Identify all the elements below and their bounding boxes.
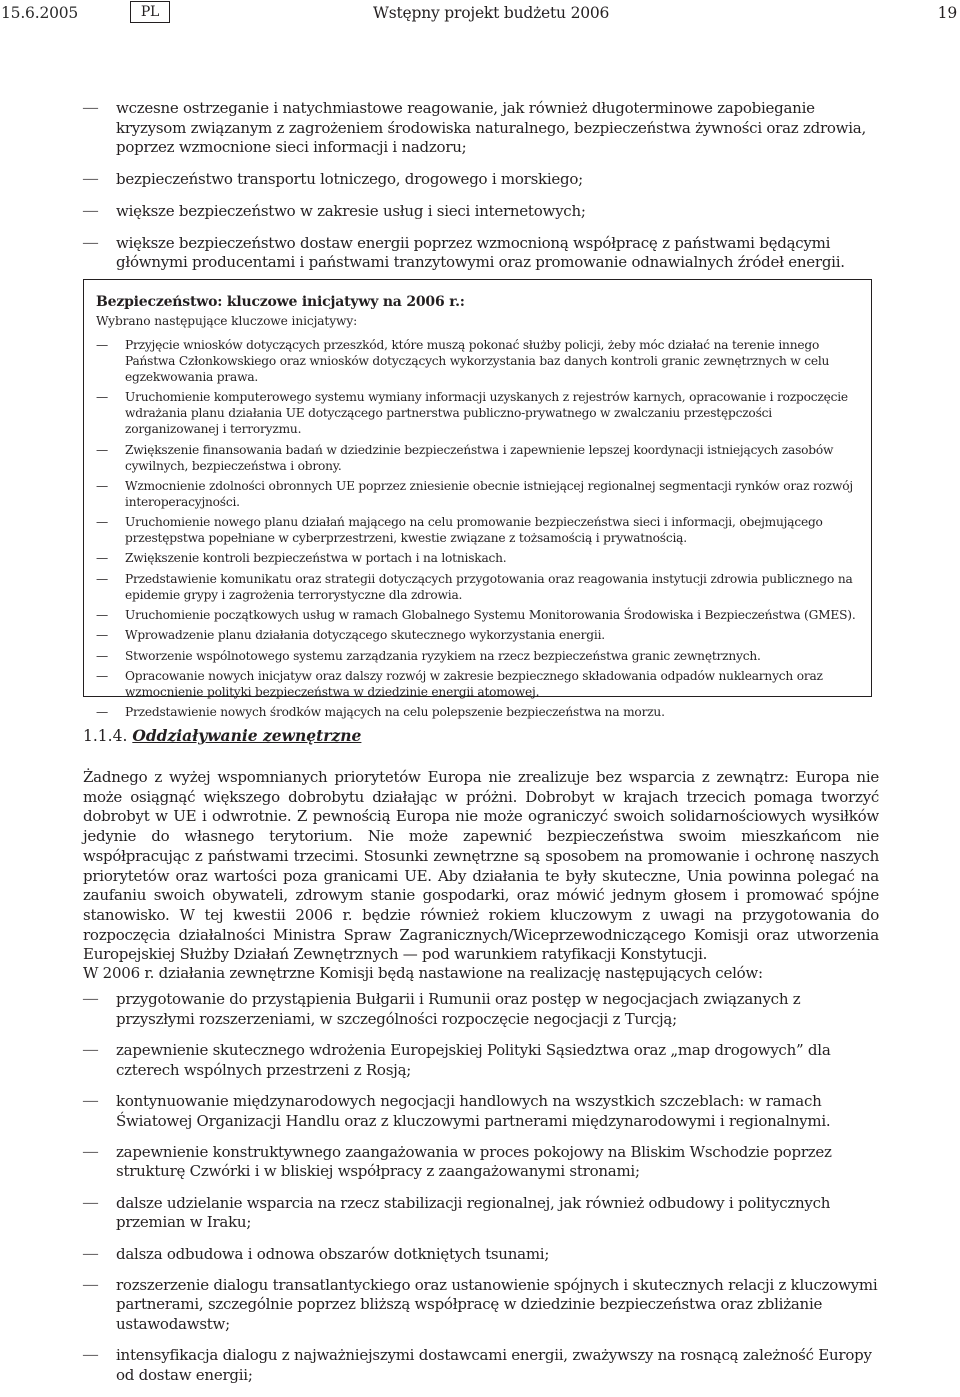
list-dash: — [83,171,98,188]
list-item-text: Zwiększenie finansowania badań w dziedzinie bezpieczeństwa i zapewnienie lepszej koordynacji istniejących zasobów cywilnych, bezpieczeństwa i obrony. [125,442,834,473]
initiative-item [96,668,859,700]
list-dash: — [96,551,108,566]
list-item-text: zapewnienie skutecznego wdrożenia Europejskiej Polityki Sąsiedztwa oraz „map drogowych” dla czterech wspólnych przestrzeni z Rosją; [116,1040,831,1079]
list-item [83,1041,883,1080]
header-date: 15.6.2005 [1,4,79,22]
list-item-text: Stworzenie wspólnotowego systemu zarządzania ryzykiem na rzecz bezpieczeństwa granic zewnętrznych. [125,648,761,663]
box-intro: Wybrano następujące kluczowe inicjatywy: [96,314,358,328]
objectives-intro: W 2006 r. działania zewnętrzne Komisji będą nastawione na realizację następujących celów: [83,964,763,982]
list-dash: — [83,991,98,1007]
list-dash: — [83,1143,98,1160]
list-dash: — [96,668,108,683]
list-dash: — [96,571,108,586]
list-item-text: Wprowadzenie planu działania dotyczącego skutecznego wykorzystania energii. [125,628,605,643]
initiative-item [96,389,859,437]
section-title: Oddziaływanie zewnętrzne [132,726,362,745]
list-dash: — [96,442,108,457]
list-dash: — [96,515,108,530]
list-item-text: Uruchomienie komputerowego systemu wymiany informacji uzyskanych z rejestrów karnych, opracowanie i rozpoczęcie wdrażania planu działania UE dotyczącego partnerstwa publiczno-prywatnego w zwalczaniu przestępczości zorganizowanej i terroryzmu. [125,390,848,437]
header-title: Wstępny projekt budżetu 2006 [373,4,610,22]
list-item [83,99,883,158]
list-item-text: Przedstawienie nowych środków mających na celu polepszenie bezpieczeństwa na morzu. [125,705,665,720]
list-item-text: Uruchomienie początkowych usług w ramach Globalnego Systemu Monitorowania Środowiska i Bezpieczeństwa (GMES). [125,608,856,623]
list-item [83,1346,883,1385]
list-item [83,202,883,222]
page-number: 19 [937,4,957,22]
page-header [0,1,960,27]
external-objectives-list [83,990,883,1397]
initiative-item [96,571,859,603]
list-dash: — [83,1194,98,1211]
list-item [83,1194,883,1233]
list-item-text: Przyjęcie wniosków dotyczących przeszkód, które muszą pokonać służby policji, żeby móc działać na terenie innego Państwa Członkowskiego oraz wniosków dotyczących wykorzystania baz danych kontroli granic zewnętrznych w celu egzekwowania prawa. [125,338,830,384]
list-item [83,1143,883,1182]
list-dash: — [83,1041,98,1058]
list-dash: — [83,202,98,219]
initiative-item [96,607,859,623]
list-item-text: przygotowanie do przystąpienia Bułgarii i Rumunii oraz postęp w negocjacjach związanych z przyszłymi rozszerzeniami, w szczególności rozpoczęcie negocjacji z Turcją; [116,990,801,1028]
list-item [83,170,883,190]
list-dash: — [83,100,98,116]
section-number: 1.1.4. [83,727,128,745]
initiative-item [96,550,859,566]
list-dash: — [96,628,108,643]
list-item-text: dalsze udzielanie wsparcia na rzecz stabilizacji regionalnej, jak również odbudowy i politycznych przemian w Iraku; [116,1193,831,1232]
list-item-text: kontynuowanie międzynarodowych negocjacji handlowych na wszystkich szczeblach: w ramach Światowej Organizacji Handlu oraz z kluczowymi partnerami międzynarodowymi i regionalnymi. [116,1091,831,1130]
initiative-item [96,442,859,474]
list-item [83,1092,883,1131]
security-priorities-list [83,99,883,285]
list-dash: — [83,234,98,251]
section-paragraph: Żadnego z wyżej wspomnianych priorytetów Europa nie zrealizuje bez wsparcia z zewnątrz: Europa nie może osiągnąć większego dobrobytu działając w próżni. Dobrobyt w krajach trzecich pomaga tworzyć dobrobyt w UE i odwrotnie. Z pewnością Europa nie może ograniczyć swoich solidarnościowych wysiłków jedynie do własnego terytorium. Nie może zapewnić bezpieczeństwa swoim mieszkańcom nie współpracując z państwami trzecimi. Stosunki zewnętrzne są sposobem na promowanie i ochronę naszych priorytetów oraz wartości poza granicami UE. Aby działania te były skuteczne, Unia powinna polegać na zaufaniu swoich obywateli, zdrowym stanie gospodarki, oraz mówić jednym głosem i promować spójne stanowisko. W tej kwestii 2006 r. będzie również rokiem kluczowym z uwagi na przygotowania do rozpoczęcia działalności Ministra Spraw Zagranicznych/Wiceprzewodniczącego Komisji oraz utworzenia Europejskiej Służby Działań Zewnętrznych — pod warunkiem ratyfikacji Konstytucji. [83,768,879,964]
list-item-text: Uruchomienie nowego planu działań mającego na celu promowanie bezpieczeństwa sieci i informacji, obejmującego przestępstwa popełniane w cyberprzestrzeni, kwestie związane z tożsamością i prywatnością. [125,515,823,546]
list-item-text: większe bezpieczeństwo dostaw energii poprzez wzmocnioną współpracę z państwami będącymi głównymi producentami i państwami tranzytowymi oraz promowanie odnawialnych źródeł energii. [116,233,845,272]
list-dash: — [96,648,108,663]
list-item-text: Wzmocnienie zdolności obronnych UE poprzez zniesienie obecnie istniejącej regionalnej segmentacji rynków oraz rozwój interoperacyjności. [125,478,853,509]
list-item-text: wczesne ostrzeganie i natychmiastowe reagowanie, jak również długoterminowe zapobieganie kryzysom związanym z zagrożeniem środowiska naturalnego, bezpieczeństwa żywności oraz zdrowia, poprzez wzmocnione sieci informacji i nadzoru; [116,99,867,157]
list-item-text: Przedstawienie komunikatu oraz strategii dotyczących przygotowania oraz reagowania instytucji zdrowia publicznego na epidemie grypy i zagrożenia terrorystyczne dla zdrowia. [125,571,853,602]
section-heading [83,726,361,745]
list-dash: — [96,478,108,493]
list-dash: — [96,705,108,720]
initiative-item [96,648,859,664]
initiative-item [96,704,859,720]
list-dash: — [96,390,108,405]
list-item [83,990,883,1029]
list-dash: — [83,1347,98,1364]
list-item-text: bezpieczeństwo transportu lotniczego, drogowego i morskiego; [116,170,583,189]
key-initiatives-list [96,337,859,720]
list-dash: — [96,608,108,623]
box-title: Bezpieczeństwo: kluczowe inicjatywy na 2006 r.: [96,294,465,310]
list-item [83,234,883,273]
initiative-item [96,337,859,385]
initiative-item [96,478,859,510]
list-dash: — [83,1276,98,1293]
list-item-text: intensyfikacja dialogu z najważniejszymi dostawcami energii, zważywszy na rosnącą zależność Europy od dostaw energii; [116,1346,872,1385]
list-dash: — [83,1092,98,1109]
list-item-text: dalsza odbudowa i odnowa obszarów dotkniętych tsunami; [116,1244,550,1263]
list-item-text: zapewnienie konstruktywnego zaangażowania w proces pokojowy na Bliskim Wschodzie poprzez strukturę Czwórki i w bliskiej współpracy z zaangażowanymi stronami; [116,1142,832,1181]
list-item [83,1276,883,1335]
language-badge: PL [130,1,170,23]
initiative-item [96,514,859,546]
list-item-text: Zwiększenie kontroli bezpieczeństwa w portach i na lotniskach. [125,551,507,566]
key-initiatives-box [83,279,872,720]
list-item-text: większe bezpieczeństwo w zakresie usług i sieci internetowych; [116,201,586,220]
list-item [83,1245,883,1265]
initiative-item [96,627,859,643]
list-item-text: rozszerzenie dialogu transatlantyckiego oraz ustanowienie spójnych i skutecznych relacji z kluczowymi partnerami, szczególnie poprzez bliższą współpracę w dziedzinie bezpieczeństwa oraz zbliżanie ustawodawstw; [116,1275,878,1334]
list-dash: — [83,1245,98,1262]
list-item-text: Opracowanie nowych inicjatyw oraz dalszy rozwój w zakresie bezpiecznego składowania odpadów nuklearnych oraz wzmocnienie polityki bezpieczeństwa w dziedzinie energii atomowej. [125,668,823,699]
list-dash: — [96,338,108,352]
